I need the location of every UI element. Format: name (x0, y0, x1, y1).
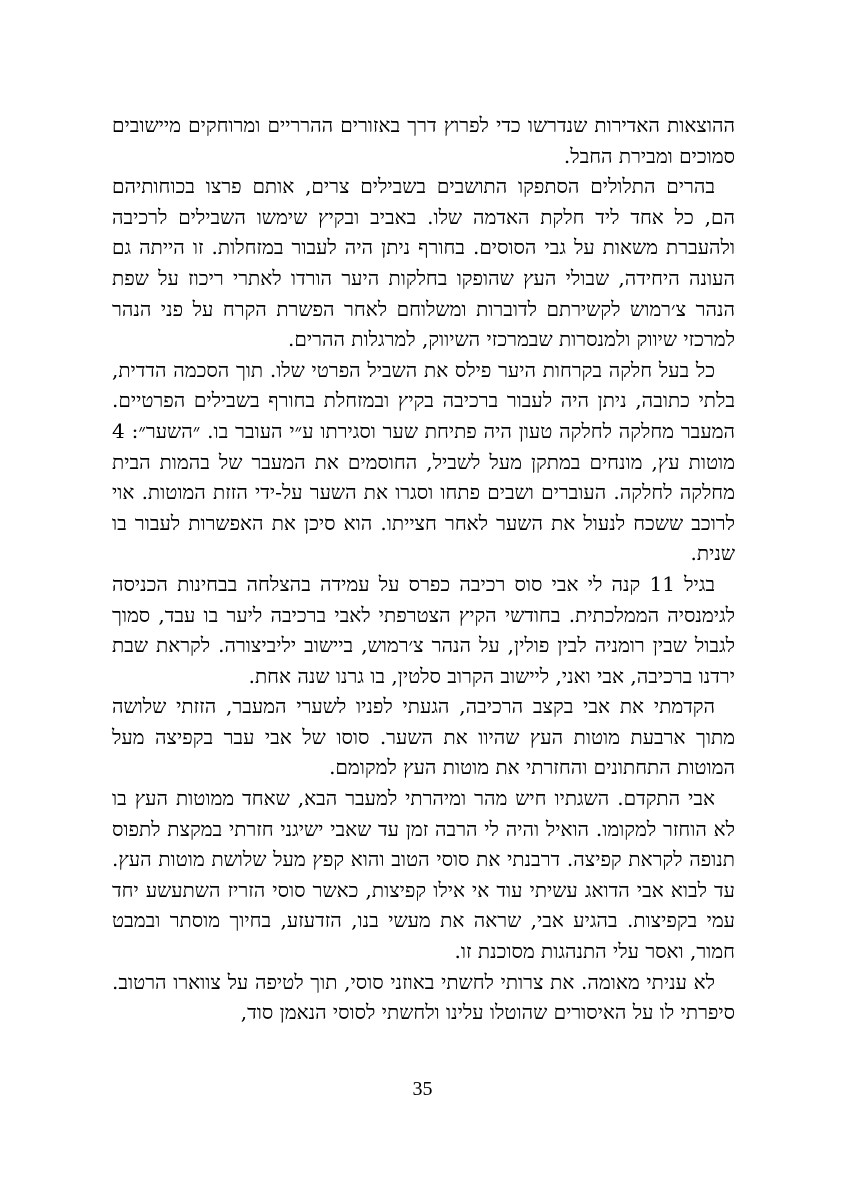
paragraph-2: בהרים התלולים הסתפקו התושבים בשבילים צרים, אותם פרצו בכוחותיהם הם, כל אחד ליד חלקת האדמה שלו. באביב ובקיץ שימשו השבילים לרכיבה ולהעברת משאות על גבי הסוסים. בחורף ניתן היה לעבור במזחלות. זו הייתה גם העונה היחידה, שבולי העץ שהופקו בחלקות היער הורדו לאתרי ריכוז על שפת הנהר צ׳רמוש לקשירתם לדוברות ומשלוחם לאחר הפשרת הקרח על פני הנהר למרכזי שיווק ולמנסרות שבמרכזי השיווק, למרגלות ההרים. (112, 174, 735, 352)
paragraph-3: כל בעל חלקה בקרחות היער פילס את השביל הפרטי שלו. תוך הסכמה הדדית, בלתי כתובה, ניתן היה לעבור ברכיבה בקיץ ובמזחלת בחורף בשבילים הפרטיים. המעבר מחלקה לחלקה טעון היה פתיחת שער וסגירתו ע״י העובר בו. ״השער״: 4 מוטות עץ, מונחים במתקן מעל לשביל, החוסמים את המעבר של בהמות הבית מחלקה לחלקה. העוברים ושבים פתחו וסגרו את השער על-ידי הזזת המוטות. אוי לרוכב ששכח לנעול את השער לאחר חצייתו. הוא סיכן את האפשרות לעבור בו שנית. (112, 357, 735, 566)
page-number: 35 (412, 1078, 433, 1100)
paragraph-5: הקדמתי את אבי בקצב הרכיבה, הגעתי לפניו לשערי המעבר, הזזתי שלושה מתוך ארבעת מוטות העץ שהיוו את השער. סוסו של אבי עבר בקפיצה מעל המוטות התחתונים והחזרתי את מוטות העץ למקומם. (112, 694, 735, 780)
paragraph-6: אבי התקדם. השגתיו חיש מהר ומיהרתי למעבר הבא, שאחד ממוטות העץ בו לא הוחזר למקומו. הואיל והיה לי הרבה זמן עד שאבי ישיגני חזרתי במקצת לתפוס תנופה לקראת קפיצה. דרבנתי את סוסי הטוב והוא קפץ מעל שלושת מוטות העץ. עד לבוא אבי הדואג עשיתי עוד אי אילו קפיצות, כאשר סוסי הזריז השתעשע יחד עמי בקפיצות. בהגיע אבי, שראה את מעשי בנו, הזדעזע, בחיוך מוסתר ובמבט חמור, ואסר עלי התנהגות מסוכנת זו. (112, 786, 735, 964)
paragraph-7: לא עניתי מאומה. את צרותי לחשתי באוזני סוסי, תוך לטיפה על צווארו הרטוב. סיפרתי לו על האיסורים שהוטלו עלינו ולחשתי לסוסי הנאמן סוד, (112, 969, 735, 1025)
body-text (112, 110, 735, 1028)
paragraph-4: בגיל 11 קנה לי אבי סוס רכיבה כפרס על עמידה בהצלחה בבחינות הכניסה לגימנסיה הממלכתית. בחודשי הקיץ הצטרפתי לאבי ברכיבה ליער בו עבד, סמוך לגבול שבין רומניה לבין פולין, על הנהר צ׳רמוש, ביישוב יליביצורה. לקראת שבת ירדנו ברכיבה, אבי ואני, ליישוב הקרוב סלטין, בו גרנו שנה אחת. (112, 571, 735, 688)
paragraph-1: ההוצאות האדירות שנדרשו כדי לפרוץ דרך באזורים ההרריים ומרוחקים מיישובים סמוכים ומבירת החבל. (112, 113, 735, 168)
